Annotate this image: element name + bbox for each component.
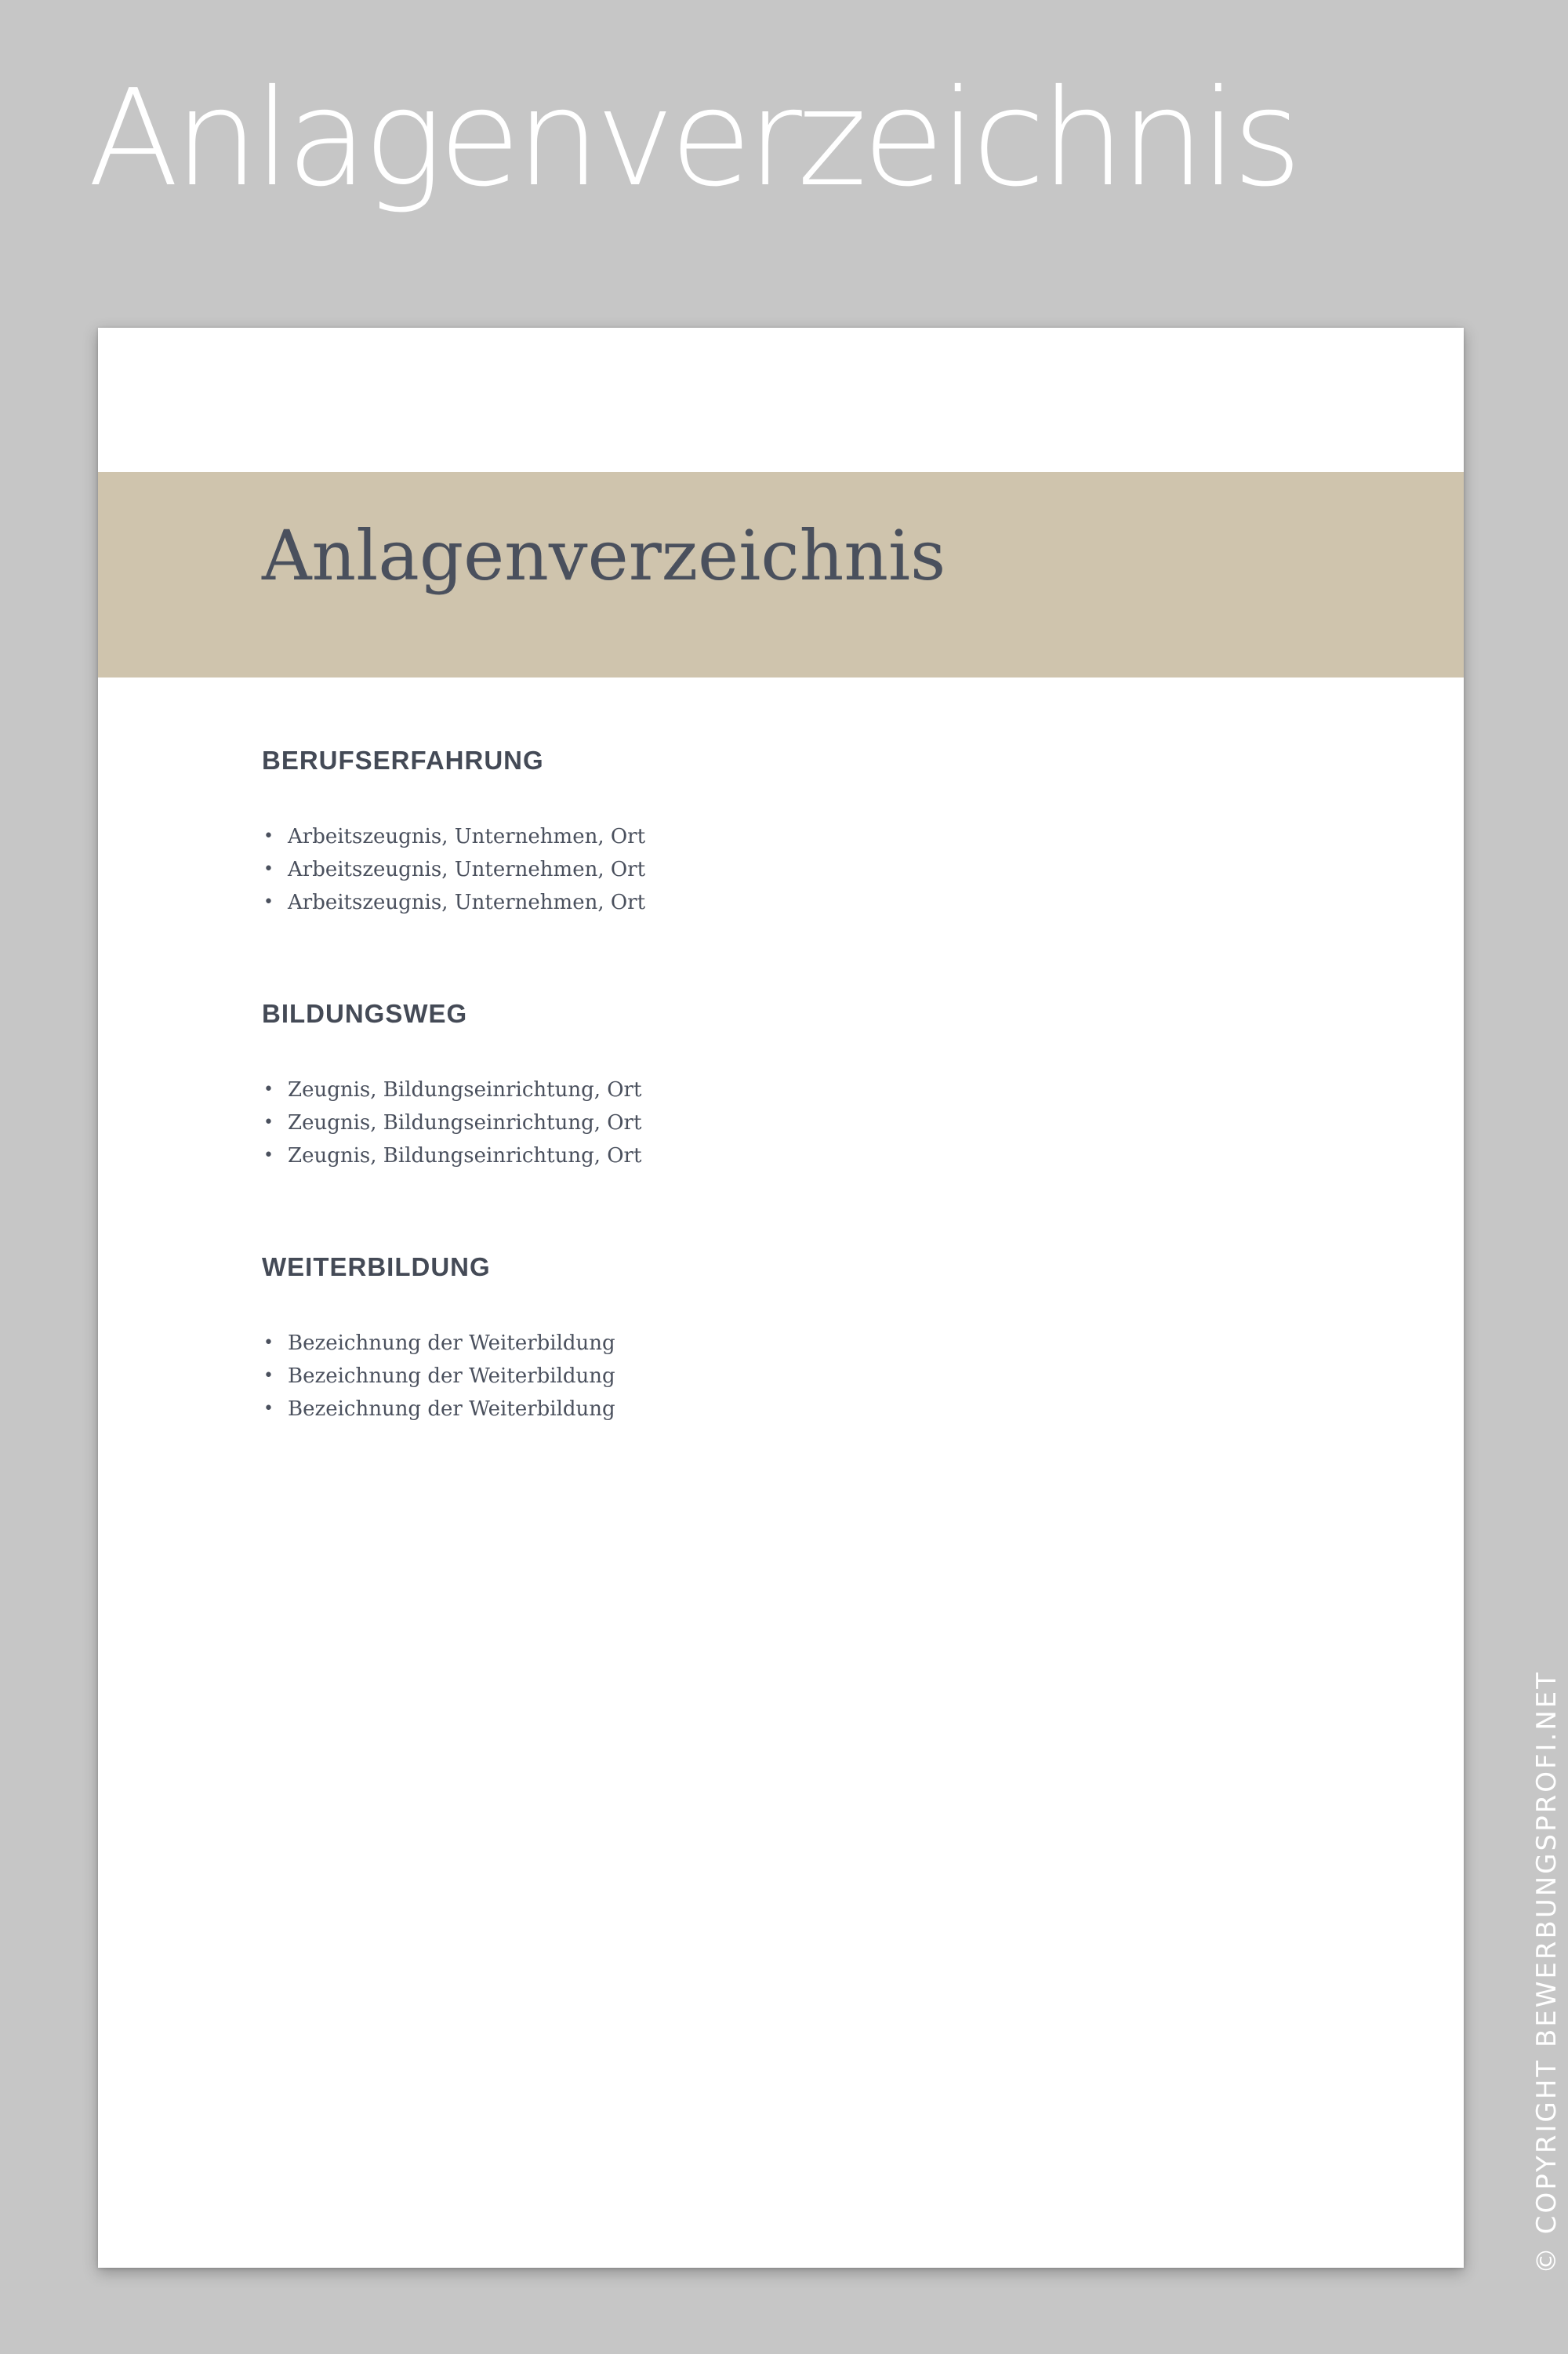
- attachment-list: [262, 1327, 1281, 1426]
- bullet-icon: •: [263, 826, 274, 846]
- list-item: [262, 853, 1281, 886]
- document-title: Anlagenverzeichnis: [262, 515, 946, 596]
- list-item-text: Arbeitszeugnis, Unternehmen, Ort: [288, 858, 646, 881]
- list-item-text: Zeugnis, Bildungseinrichtung, Ort: [288, 1144, 642, 1168]
- bullet-icon: •: [263, 1080, 274, 1099]
- list-item-text: Bezeichnung der Weiterbildung: [288, 1397, 615, 1421]
- attachment-list: [262, 1073, 1281, 1172]
- bullet-icon: •: [263, 1146, 274, 1165]
- section-heading: WEITERBILDUNG: [262, 1252, 491, 1281]
- list-item: [262, 1139, 1281, 1172]
- bullet-icon: •: [263, 1366, 274, 1386]
- list-item-text: Arbeitszeugnis, Unternehmen, Ort: [288, 825, 646, 848]
- attachment-list: [262, 820, 1281, 919]
- bullet-icon: •: [263, 859, 274, 879]
- list-item-text: Bezeichnung der Weiterbildung: [288, 1364, 615, 1388]
- document-content: [262, 747, 1281, 1507]
- bullet-icon: •: [263, 892, 274, 912]
- copyright-notice: © COPYRIGHT BEWERBUNGSPROFI.NET: [1531, 1669, 1563, 2274]
- list-item-text: Zeugnis, Bildungseinrichtung, Ort: [288, 1111, 642, 1135]
- section-heading: BERUFSERFAHRUNG: [262, 746, 544, 775]
- section-weiterbildung: [262, 1254, 1281, 1426]
- document-page: [98, 328, 1464, 2268]
- list-item-text: Zeugnis, Bildungseinrichtung, Ort: [288, 1078, 642, 1102]
- list-item-text: Arbeitszeugnis, Unternehmen, Ort: [288, 891, 646, 914]
- list-item: [262, 1360, 1281, 1393]
- header-band: [98, 472, 1464, 678]
- poster-title: Anlagenverzeichnis: [88, 61, 1298, 216]
- bullet-icon: •: [263, 1333, 274, 1353]
- bullet-icon: •: [263, 1113, 274, 1132]
- list-item: [262, 886, 1281, 919]
- bullet-icon: •: [263, 1399, 274, 1419]
- list-item-text: Bezeichnung der Weiterbildung: [288, 1331, 615, 1355]
- list-item: [262, 1073, 1281, 1106]
- list-item: [262, 1106, 1281, 1139]
- list-item: [262, 820, 1281, 853]
- section-bildungsweg: [262, 1001, 1281, 1172]
- list-item: [262, 1393, 1281, 1426]
- section-berufserfahrung: [262, 747, 1281, 919]
- section-heading: BILDUNGSWEG: [262, 999, 468, 1028]
- list-item: [262, 1327, 1281, 1360]
